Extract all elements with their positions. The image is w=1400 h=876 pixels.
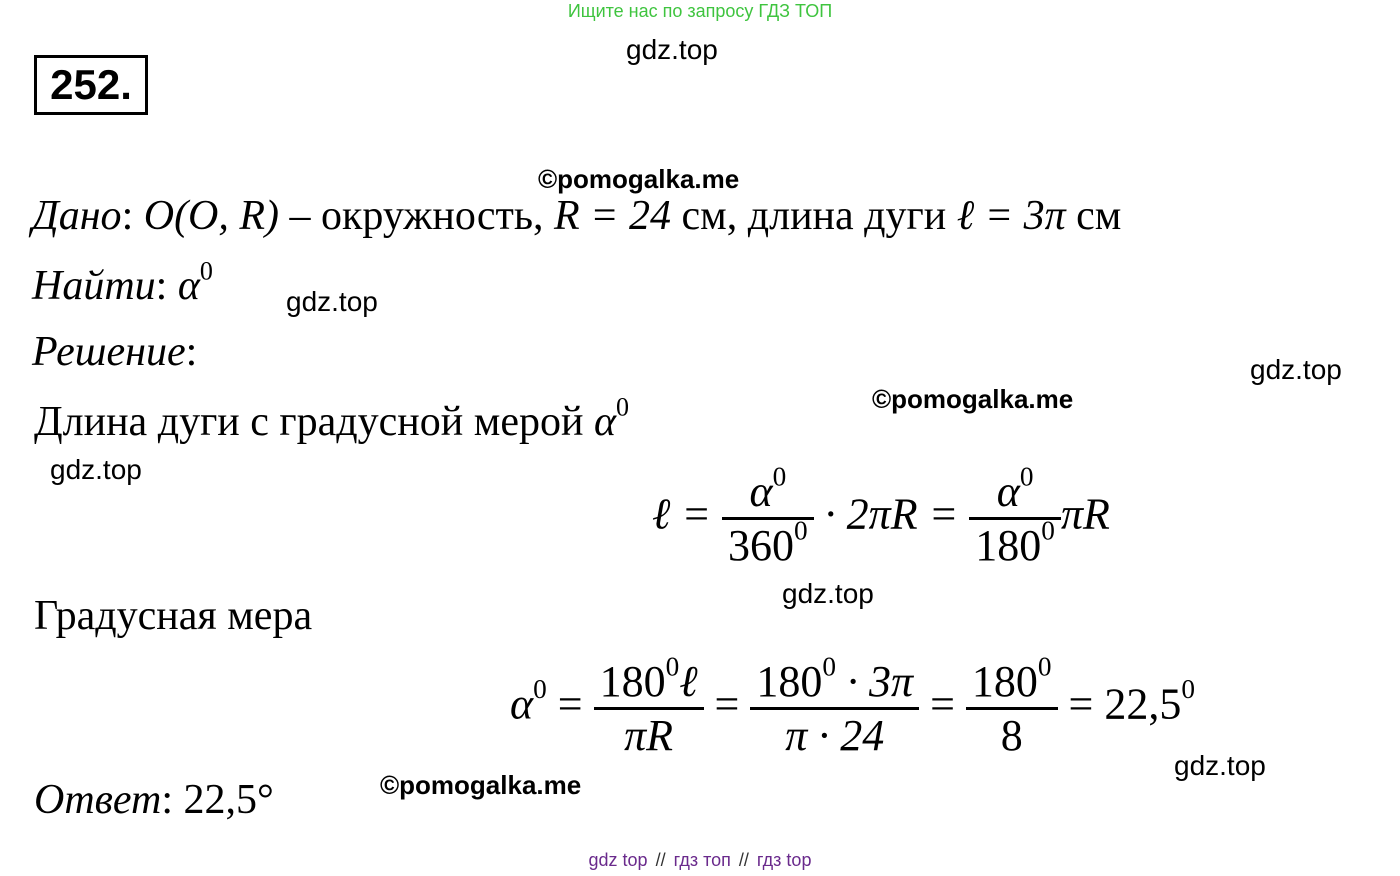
watermark-pomogalka: ©pomogalka.me [872, 384, 1074, 414]
formula2-fraction-2: $\frac{180^0 \cdot 3\pi}{\pi \cdot 24}$ [750, 656, 919, 761]
footer-link-gdz-top-ru[interactable]: гдз топ [673, 850, 731, 870]
given-radius: R = 24 [554, 193, 672, 239]
solution-line: Решение: [32, 329, 198, 375]
degree-measure-line: Градусная мера [34, 593, 313, 639]
answer-value: 22,5° [183, 777, 274, 823]
watermark-gdz: gdz.top [626, 34, 718, 65]
formula-degree-measure: $\alpha^0$ = $\frac{180^0\ell}{\pi R}$ = $\frac{180^0 \cdot 3\pi}{\pi \cdot 24}$ = $\frac{180^0}{8}$ = $22,5^0$ [510, 651, 1195, 760]
given-text-2: см, длина дуги [671, 193, 957, 239]
find-value: α [177, 263, 200, 309]
footer-link-gdz-top[interactable]: gdz top [588, 850, 648, 870]
watermark-gdz: gdz.top [1174, 750, 1266, 781]
footer-separator: // [738, 850, 749, 870]
solution-label: Решение [32, 329, 186, 375]
top-banner: Ищите нас по запросу ГДЗ ТОП [567, 1, 833, 21]
answer-label: Ответ [34, 777, 162, 823]
formula1-mid: · 2πR = [824, 489, 959, 539]
given-arc: ℓ = 3π [956, 193, 1066, 239]
watermark-gdz: gdz.top [286, 286, 378, 317]
answer-line: Ответ: 22,5° [34, 777, 274, 823]
given-text: – окружность, [279, 193, 555, 239]
given-unit: см [1065, 193, 1122, 239]
watermark-pomogalka: ©pomogalka.me [380, 770, 582, 800]
footer-links [0, 850, 1400, 871]
formula2-lhs: α [510, 679, 534, 729]
watermark-pomogalka: ©pomogalka.me [538, 164, 740, 194]
find-line: Найти: $\alpha^0$ [32, 256, 213, 309]
formula2-fraction-3: $\frac{180^0}{8}$ [966, 656, 1058, 761]
formula1-tail: πR [1060, 489, 1110, 539]
degree-sup: 0 [199, 256, 213, 286]
formula1-fraction-2: $\frac{\alpha^0}{180^0}$ [969, 466, 1061, 571]
problem-number: 252. [34, 55, 148, 115]
formula-arc-length [652, 461, 1110, 571]
arc-length-line: Длина дуги с градусной мерой $\alpha^0$ [34, 392, 630, 445]
formula2-fraction-1: $\frac{180^0\ell}{\pi R}$ [594, 656, 704, 761]
footer-separator: // [655, 850, 666, 870]
watermark-gdz: gdz.top [1250, 354, 1342, 385]
watermark-gdz: gdz.top [782, 578, 874, 609]
given-line: Дано: O(O, R) – окружность, R = 24 см, длина дуги ℓ = 3π см [32, 193, 1122, 239]
given-circle: O(O, R) [143, 193, 280, 239]
footer-link-gdz-top-mixed[interactable]: гдз top [756, 850, 812, 870]
arc-length-text: Длина дуги с градусной мерой [34, 399, 594, 445]
formula1-fraction-1: $\frac{\alpha^0}{360^0}$ [722, 466, 814, 571]
formula2-result: = 22,5 [1068, 679, 1182, 729]
given-label: Дано [32, 193, 122, 239]
watermark-gdz: gdz.top [50, 454, 142, 485]
formula1-lhs: ℓ = [652, 489, 712, 539]
find-label: Найти [32, 263, 156, 309]
